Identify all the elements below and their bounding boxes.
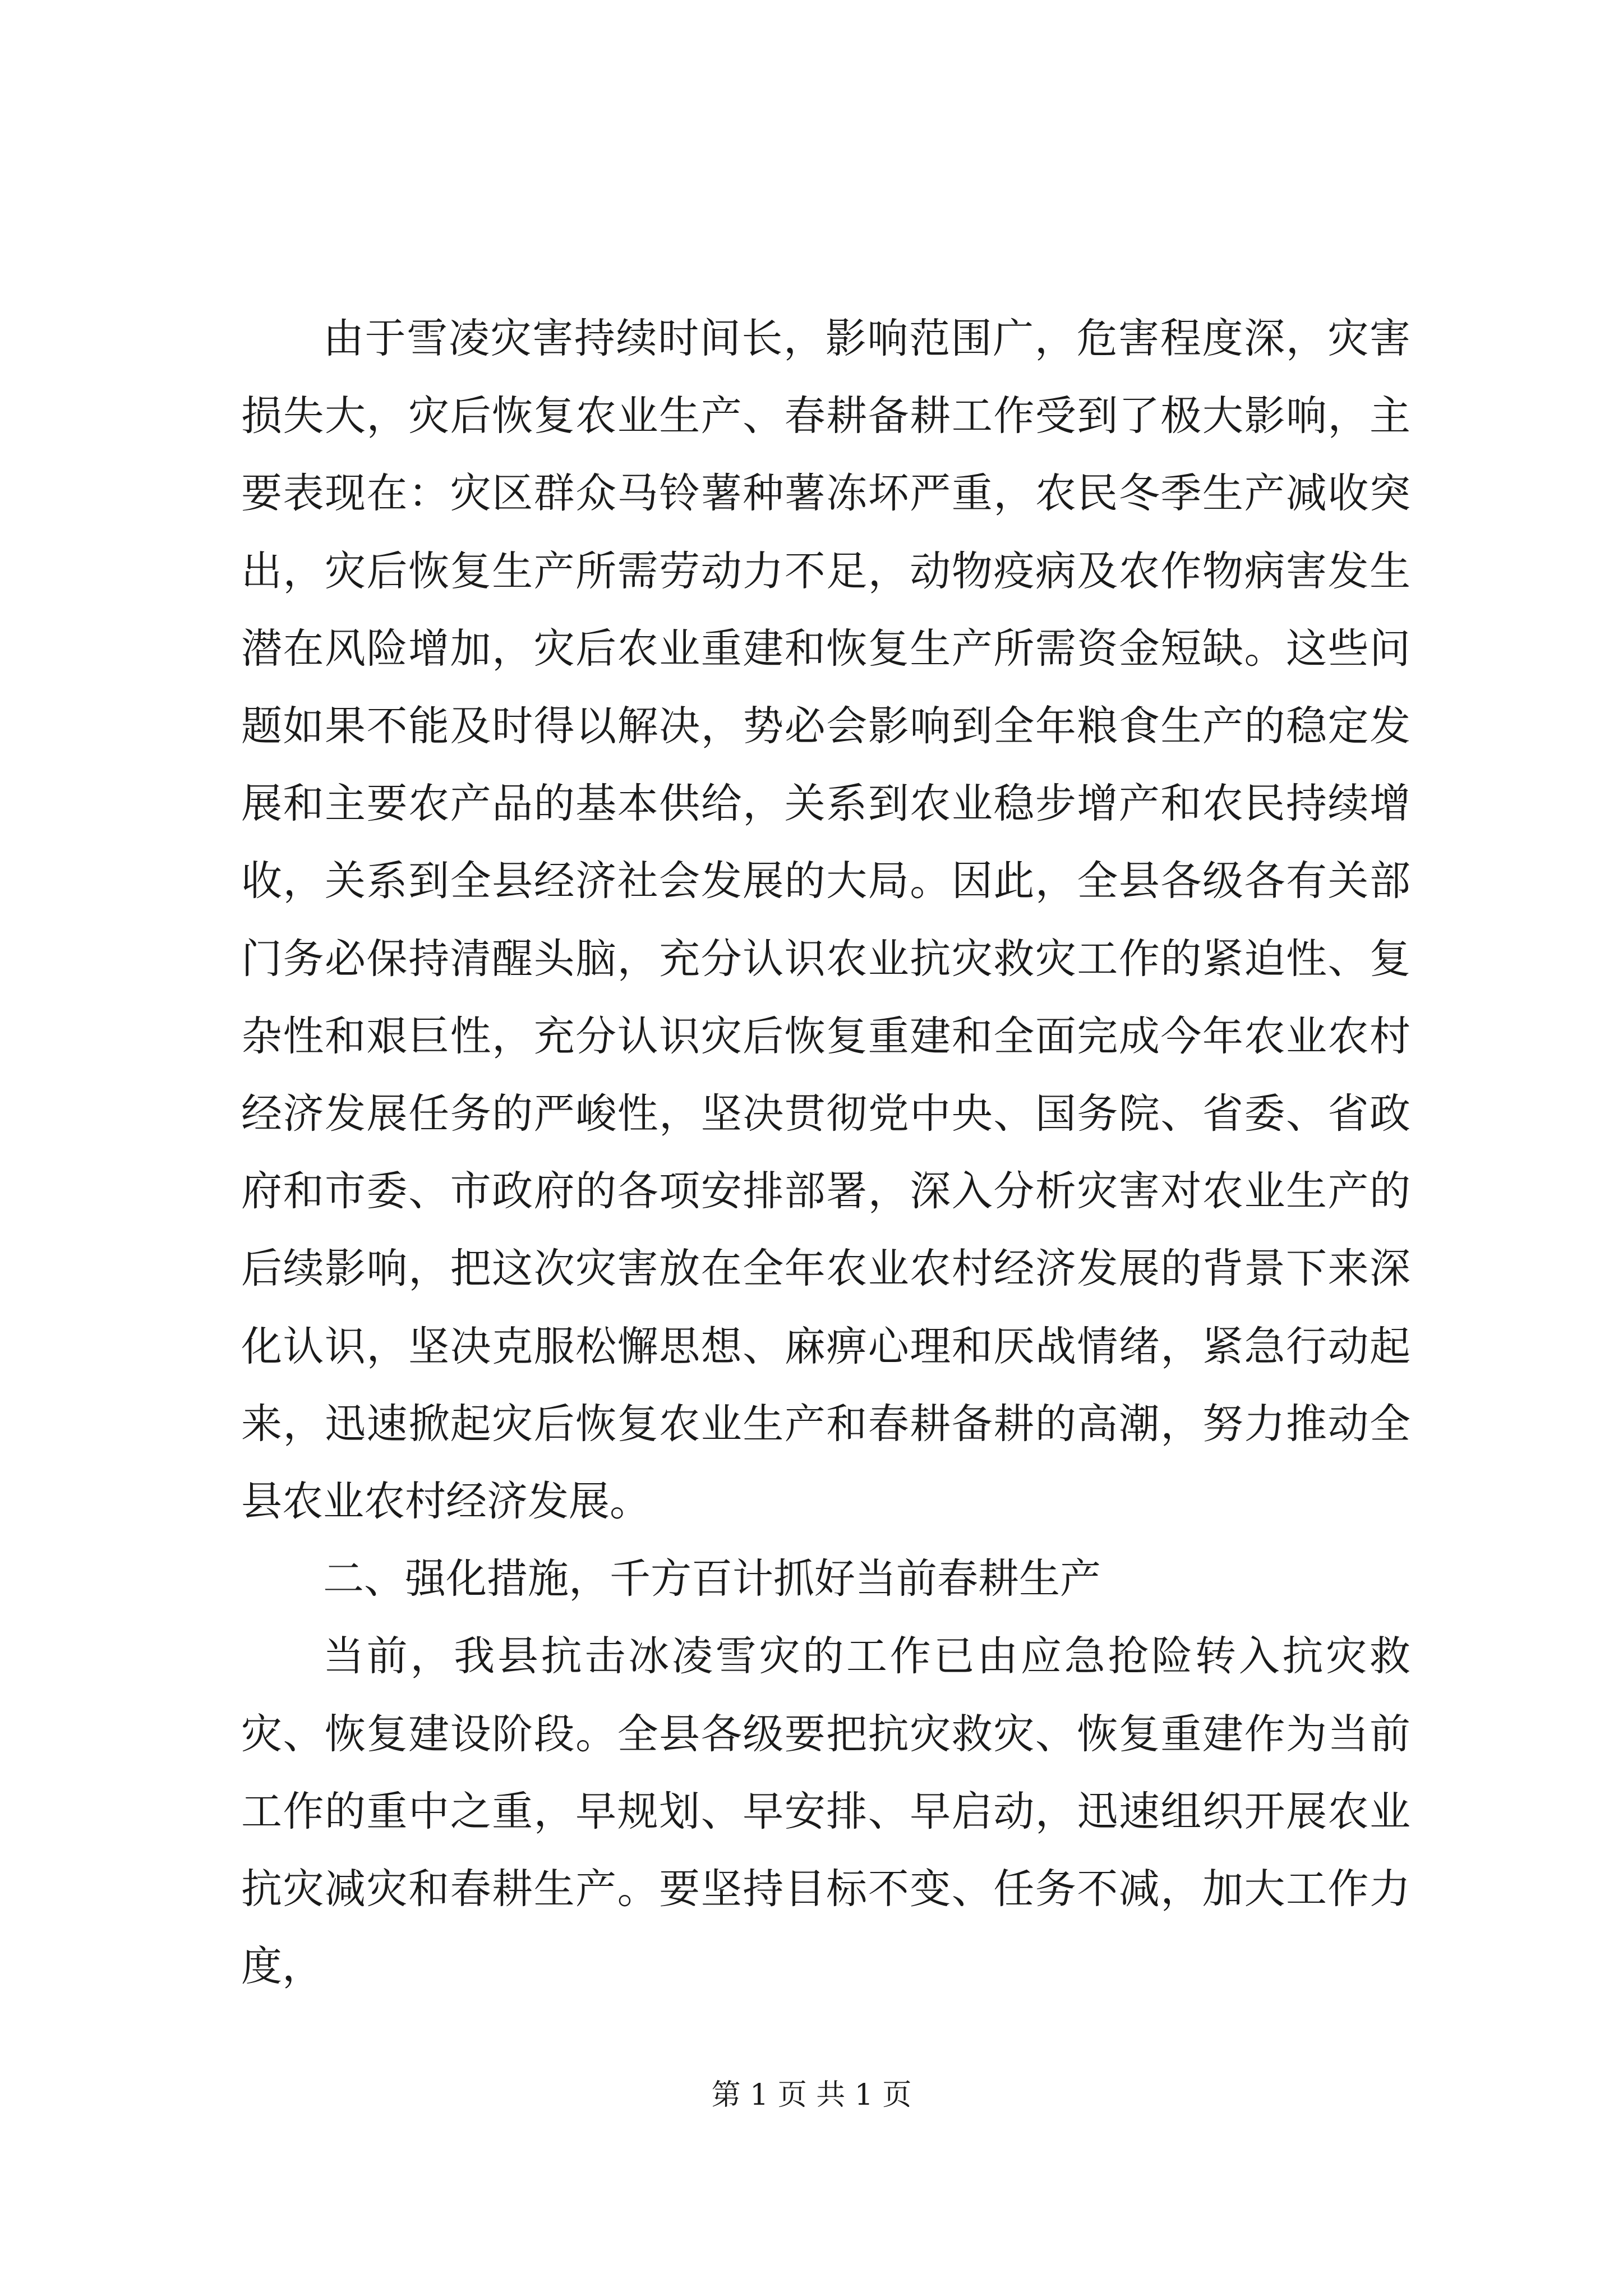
document-body	[241, 300, 1410, 2005]
paragraph-disaster-impact: 由于雪凌灾害持续时间长，影响范围广，危害程度深，灾害损失大，灾后恢复农业生产、春耕备耕工作受到了极大影响，主要表现在：灾区群众马铃薯种薯冻坏严重，农民冬季生产减收突出，灾后恢复生产所需劳动力不足，动物疫病及农作物病害发生潜在风险增加，灾后农业重建和恢复生产所需资金短缺。这些问题如果不能及时得以解决，势必会影响到全年粮食生产的稳定发展和主要农产品的基本供给，关系到农业稳步增产和农民持续增收，关系到全县经济社会发展的大局。因此，全县各级各有关部门务必保持清醒头脑，充分认识农业抗灾救灾工作的紧迫性、复杂性和艰巨性，充分认识灾后恢复重建和全面完成今年农业农村经济发展任务的严峻性，坚决贯彻党中央、国务院、省委、省政府和市委、市政府的各项安排部署，深入分析灾害对农业生产的后续影响，把这次灾害放在全年农业农村经济发展的背景下来深化认识，坚决克服松懈思想、麻痹心理和厌战情绪，紧急行动起来，迅速掀起灾后恢复农业生产和春耕备耕的高潮，努力推动全县农业农村经济发展。	[241, 315, 1410, 1526]
page-footer: 第 1 页 共 1 页	[711, 2078, 912, 2112]
section-heading-two: 二、强化措施，千方百计抓好当前春耕生产	[323, 1555, 1101, 1603]
paragraph-current-work: 当前，我县抗击冰凌雪灾的工作已由应急抢险转入抗灾救灾、恢复建设阶段。全县各级要把抗灾救灾、恢复重建作为当前工作的重中之重，早规划、早安排、早启动，迅速组织开展农业抗灾减灾和春耕生产。要坚持目标不变、任务不减，加大工作力度，	[241, 1632, 1410, 1991]
